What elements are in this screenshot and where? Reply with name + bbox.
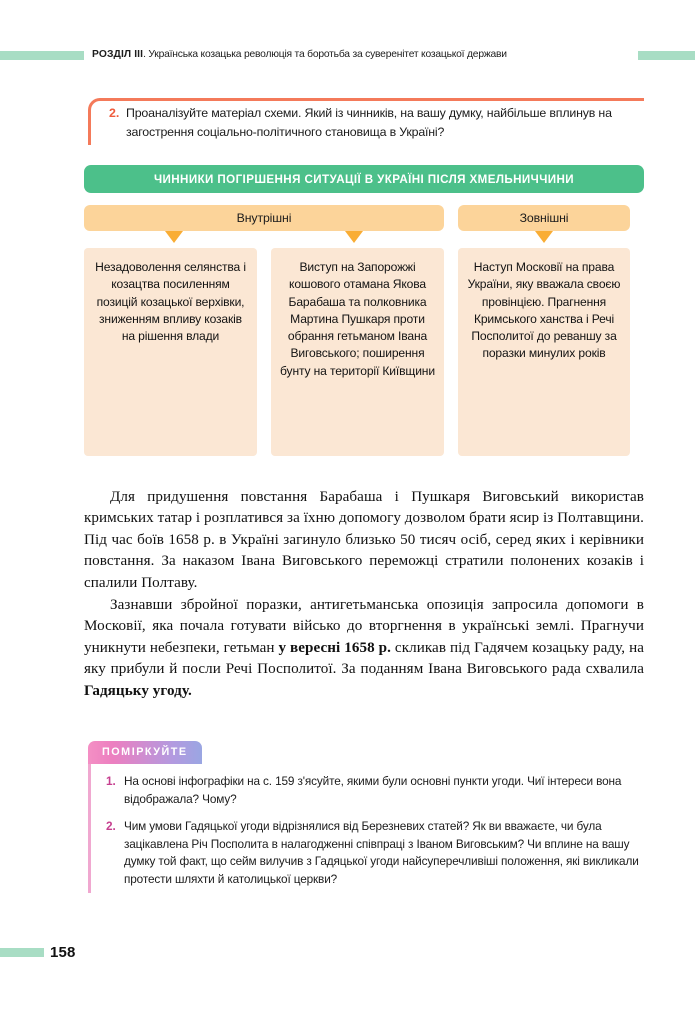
arrow-cell	[84, 231, 264, 248]
ponder-badge: ПОМІРКУЙТЕ	[88, 741, 202, 764]
page-number: 158	[50, 944, 76, 961]
arrow-cell	[458, 231, 630, 248]
scheme-groups	[84, 205, 644, 456]
folio-rule	[0, 948, 44, 957]
ponder-question-item	[106, 818, 644, 888]
ponder-question-text: На основі інфографіки на с. 159 з'ясуйте, якими були основні пункти угоди. Чиї інтереси вона відображала? Чому?	[124, 774, 622, 806]
prose-paragraph-2-bold-2: Гадяцьку угоду.	[84, 682, 192, 699]
scheme-fact-box: Наступ Московії на права України, яку вважала своєю провінцією. Прагнення Кримського ханства і Речі Посполитої до реваншу за поразки минулих років	[458, 248, 630, 456]
scheme-group-external-header: Зовнішні	[458, 205, 630, 231]
arrow-cell	[264, 231, 444, 248]
triangle-down-icon	[535, 231, 553, 243]
ponder-question-number: 2.	[106, 819, 116, 834]
running-head-section-label: РОЗДІЛ III	[92, 49, 144, 60]
ponder-question-list	[88, 764, 644, 893]
ponder-question-item	[106, 773, 644, 808]
scheme-banner-title: ЧИННИКИ ПОГІРШЕННЯ СИТУАЦІЇ В УКРАЇНІ ПІСЛЯ ХМЕЛЬНИЧЧИНИ	[84, 165, 644, 193]
body-prose	[84, 487, 644, 702]
scheme-diagram	[84, 165, 644, 456]
prose-paragraph-2-bold-1: у вересні 1658 р.	[278, 639, 391, 656]
prose-paragraph-2	[84, 595, 644, 702]
scheme-group-internal-header: Внутрішні	[84, 205, 444, 231]
task-row	[109, 104, 644, 141]
folio	[0, 944, 75, 961]
scheme-group-internal-arrows	[84, 231, 444, 248]
scheme-group-internal	[84, 205, 444, 456]
task-number: 2.	[109, 106, 120, 120]
task-block	[88, 98, 644, 145]
triangle-down-icon	[345, 231, 363, 243]
prose-paragraph-2-part-2: скликав під Гадячем козацьку раду, на яку прибули й посли Речі Посполитої. За поданням Івана Виговського рада схвалила	[84, 639, 644, 678]
scheme-group-external-boxes	[458, 248, 630, 456]
ponder-section	[88, 741, 644, 893]
scheme-group-internal-boxes	[84, 248, 444, 456]
running-head-title: . Українська козацька революція та боротьба за суверенітет козацької держави	[143, 49, 507, 60]
scheme-group-external	[458, 205, 630, 456]
running-head-rule-right	[638, 51, 695, 60]
triangle-down-icon	[165, 231, 183, 243]
task-text: Проаналізуйте матеріал схеми. Який із чинників, на вашу думку, найбільше вплинув на загострення соціально-політичного становища в Україні?	[126, 106, 612, 139]
scheme-group-external-arrows	[458, 231, 630, 248]
prose-paragraph-2-part-1: Зазнавши збройної поразки, антигетьманська опозиція запросила допомоги в Московії, яка почала готувати військо до вторгнення в українські землі. Прагнучи уникнути небезпеки, гетьман	[84, 597, 644, 656]
scheme-fact-box: Незадоволення селянства і козацтва посиленням позицій козацької верхівки, зниженням впливу козаків на рішення влади	[84, 248, 257, 456]
prose-paragraph-1: Для придушення повстання Барабаша і Пушкаря Виговський використав кримських татар і розплатився за їхню допомогу дозволом брати ясир із Полтавщини. Під час боїв 1658 р. в Україні загинуло близько 50 тисяч осіб, серед яких і керівники повстання. За наказом Івана Виговського переможці стратили полонених козаків і спалили Полтаву.	[84, 489, 645, 591]
running-head-rule-left	[0, 51, 84, 60]
scheme-fact-box: Виступ на Запорожжі кошового отамана Якова Барабаша та полковника Мартина Пушкаря проти обрання гетьманом Івана Виговського; поширення бунту на території Київщини	[271, 248, 444, 456]
ponder-question-text: Чим умови Гадяцької угоди відрізнялися від Березневих статей? Як ви вважаєте, чи була зацікавлена Річ Посполита в налагодженні співпраці з Іваном Виговським? Чи вплине на вашу думку той факт, що сейм вилучив з Гадяцької угоди найсуперечливіші положення, які викликали протести шляхти й католицької церкви?	[124, 819, 639, 886]
running-head-text	[84, 48, 638, 62]
ponder-question-number: 1.	[106, 774, 116, 788]
running-head	[0, 44, 695, 66]
